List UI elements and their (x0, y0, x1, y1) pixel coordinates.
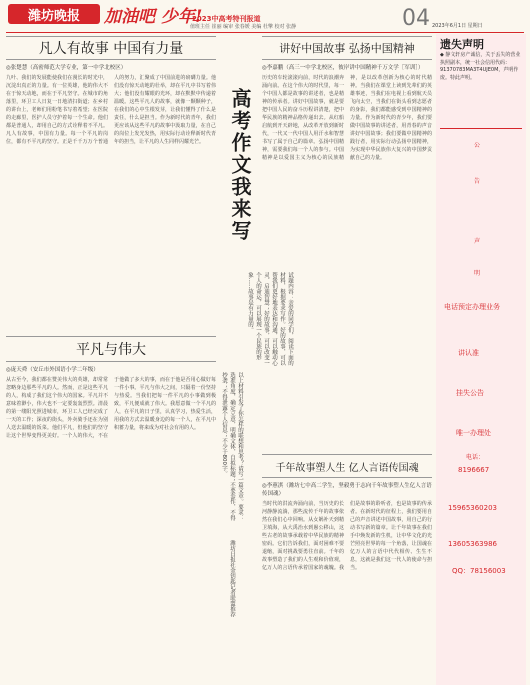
feature-note-b: 以上材料引发了你怎样的联想和思考？请写一篇文章。要求：选准角度，确定立意，明确文体，自拟标题；不要套作，不得抄袭；不得泄露个人信息；不少于800字。 (221, 372, 243, 521)
issue-date: 2023年6月1日 星期日 (432, 23, 483, 29)
article-body: 当时代的洪流奔涌向前，当历史的长河静静流淌，那些流传千年的故事依然在我们心中回响。从女娲补天到精卫填海，从大禹治水到愚公移山，这些古老的故事承载着中华民族的精神密码。它们告诉我们，面对困难不要退缩，面对挑战要勇往直前。千年的故事塑造了我们的人生观和价值观，亿万人的言语传承着国家的魂魄。我们是故事的聆听者，也是故事的传承者。在新时代的征程上，我们要用自己的声音讲述中国故事，用自己的行动书写新的篇章。让千年故事在我们手中焕发新的生机，让中华文化的光芒照亮世界的每一个角落，让国魂在亿万人的言语中代代相传、生生不息，这就是我们这一代人的使命与担当。 (262, 501, 432, 571)
classified-sidebar (436, 34, 526, 685)
sidebar-service: 挂失公告 (456, 389, 484, 397)
article-left-top (6, 36, 216, 306)
article-title: 千年故事塑人生 亿人言语传国魂 (275, 462, 419, 474)
article-body: 九叶、我们的发展能使我们在漫长的时光中，沉淀出真正的力量。有一位英雄，他的伟大不在于惊天动地，而在于平凡坚守。在城市的角落里，环卫工人日复一日地清扫街道；在乡村的讲台上，老师们用粉笔书写着希望；在医院的走廊里，医护人员守护着每一个生命。他们都是普通人，却用自己的方式诠释着不平凡。凡人有故事，中国有力量。每一个平凡的岗位，都有不平凡的坚守。正是千千万万个普通人的努力，汇聚成了中国前进的磅礴力量。他们没有惊天动地的壮举，却在平凡中书写着伟大；他们没有耀眼的光环，却在默默中传递着温暖。这些平凡人的故事，就像一颗颗种子，在我们的心中生根发芽，让我们懂得了什么是责任，什么是担当。作为新时代的青年，我们更应该从这些平凡的故事中汲取力量，在自己的岗位上发光发热，用实际行动诠释新时代青年的担当，让平凡的人生同样闪耀光芒。 (6, 75, 216, 145)
sidebar-phone[interactable]: 13605363986 (448, 540, 497, 548)
feature-note-a: 试题内容：亲爱的同学们，阅读下面的材料，根据要求写作。好的故事，可以帮我们更好地表达和沟通，可以触动心灵、启迪智慧；好的故事，可以改变一个人的命运，可以展现一个民族的形象……故事是有力量的。 (247, 272, 293, 366)
sidebar-title: 遗失声明 (440, 38, 484, 51)
sidebar-qq[interactable]: QQ：78156003 (452, 567, 506, 575)
sidebar-phone[interactable]: 8196667 (458, 466, 490, 474)
sidebar-char: 告 (474, 178, 481, 185)
article-center-top (262, 36, 432, 446)
article-body: 历史的车轮滚滚向前，时代的浪潮奔涌向前。在这个伟大的时代里，每一个中国人都是故事的讲述者，也是精神的传承者。讲好中国故事，就是要把中国人民的奋斗历程讲清楚，把中华民族的精神品格传递出去。从红船启航到开天辟地，从改革开放到新时代，一代又一代中国人用汗水和智慧书写了属于自己的篇章。弘扬中国精神，需要我们每一个人的参与。中国精神是以爱国主义为核心的民族精神，是以改革创新为核心的时代精神。当我们在课堂上读到先辈们的英雄事迹，当我们在电视上看到航天员飞向太空，当我们在街头看到志愿者的身影，我们都能感受到中国精神的力量。作为新时代的青少年，我们要做中国故事的讲述者，用青春的声音讲好中国故事；我们要做中国精神的践行者，用实际行动弘扬中国精神，为实现中华民族伟大复兴的中国梦贡献自己的力量。 (262, 75, 432, 161)
article-byline: ◎李蕙淇（潍坊七中高二学生，坚毅勇于志向千年故事塑人生亿人言语传国魂） (262, 483, 432, 497)
article-byline: ◎庞天舜（安丘市外国语小学二年级） (6, 367, 99, 373)
sidebar-char: 公 (474, 142, 481, 149)
article-byline: ◎李嘉鹏（高三一中学北校区，彼岸讲中国精神千万文学［军训］） (262, 65, 424, 71)
article-body: 从古至今，我们都在赞美伟大的英雄，却常常忽略身边那些平凡的人。然而，正是这些平凡的人，构成了我们这个伟大的国家。平凡并不意味着渺小，伟大也不一定要轰轰烈烈。清晨的第一缕阳光照进城市，环卫工人已经完成了一天的工作；深夜的街头，外卖骑手还在为别人送去温暖的饭菜。他们平凡，但他们的坚守让这个世界变得更美好。一个人的伟大，不在于他做了多大的事，而在于他是否用心做好每一件小事。平凡与伟大之间，只隔着一份坚持与热爱。当我们把每一件平凡的小事做到极致，平凡便成就了伟大。我愿意做一个平凡的人，在平凡的日子里，认真学习，热爱生活，用我的方式去温暖身边的每一个人，在平凡中积蓄力量，将来成为对社会有用的人。 (6, 377, 216, 439)
article-title: 讲好中国故事 弘扬中国精神 (279, 42, 415, 55)
feature-title: 高考作文我来写 (228, 88, 252, 242)
article-left-bottom (6, 336, 216, 676)
sidebar-notice: ◆ 静文轩房产诚信，关于丢失的营业执照副本，统一社会信用代码：91370783MA3T4UJE0M，声明作废。特此声明。 (440, 52, 521, 81)
article-title-bar (6, 36, 216, 60)
article-title: 凡人有故事 中国有力量 (38, 41, 184, 57)
sidebar-phone[interactable]: 15965360203 (448, 504, 497, 512)
page-header (0, 0, 530, 34)
article-title-bar (6, 336, 216, 362)
sidebar-service: 唯一办理处 (456, 429, 491, 437)
article-byline: ◎张楚慧（高密师范大学专业，第一中学北校区） (6, 65, 127, 71)
slogan: 加油吧 少年! (104, 7, 203, 27)
page-number: 04 (402, 6, 430, 31)
sidebar-char: 明 (474, 270, 481, 277)
sidebar-service: 讲认准 (458, 349, 479, 357)
article-title-bar (262, 454, 432, 478)
sidebar-service: 电话预定办理业务 (444, 303, 500, 311)
article-title-bar (262, 36, 432, 60)
header-divider (6, 32, 524, 33)
article-title: 平凡与伟大 (76, 342, 146, 358)
sidebar-divider (440, 128, 522, 129)
sidebar-char: 声 (474, 238, 481, 245)
newspaper-logo: 潍坊晚报 (8, 4, 100, 24)
feature-note-c: 潍坊日报社金钥匙记者联盟推荐 (229, 540, 235, 617)
sidebar-phone-label: 电话： (466, 454, 485, 461)
article-center-bottom (262, 454, 432, 670)
editor-info: 值班主任 崔丽 编审 张春媛 美编 杜擎 校对 张静 (190, 24, 297, 30)
header-subtitle: 2023中高考特刊报道 (192, 15, 261, 23)
